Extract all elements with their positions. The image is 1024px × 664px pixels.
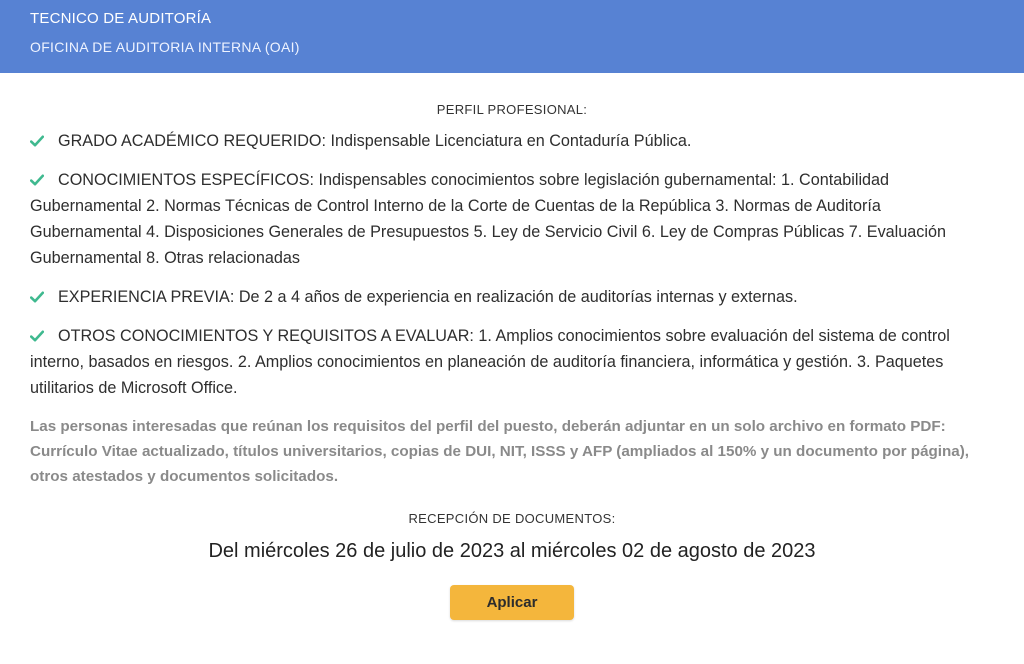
application-notice: Las personas interesadas que reúnan los requisitos del perfil del puesto, deberán adjuntar en un solo archivo en formato PDF: Currículo Vitae actualizado, títulos universitarios, copias de DUI, NIT, ISSS y AFP (ampliados al 150% y un documento por página), otros atestados y documentos solicitados. [30,418,970,485]
requirement-other [30,323,994,401]
job-details [30,100,994,620]
requirement-academic [30,128,994,154]
requirement-experience [30,284,994,310]
page-header [0,0,1024,73]
requirement-text: EXPERIENCIA PREVIA: De 2 a 4 años de experiencia en realización de auditorías internas y externas. [58,288,798,306]
requirement-text: GRADO ACADÉMICO REQUERIDO: Indispensable Licenciatura en Contaduría Pública. [58,132,692,150]
apply-button[interactable]: Aplicar [450,585,574,620]
job-title: TECNICO DE AUDITORÍA [30,10,212,27]
check-icon [30,174,44,186]
apply-container [30,585,994,620]
check-icon [30,135,44,147]
requirement-text: CONOCIMIENTOS ESPECÍFICOS: Indispensables conocimientos sobre legislación gubernamental: 1. Contabilidad Gubernamental 2. Normas Técnicas de Control Interno de la Corte de Cuentas de la República 3. Normas de Auditoría Gubernamental 4. Disposiciones Generales de Presupuestos 5. Ley de Servicio Civil 6. Ley de Compras Públicas 7. Evaluación Gubernamental 8. Otras relacionadas [30,171,946,267]
check-icon [30,330,44,342]
requirements-list [30,128,994,401]
check-icon [30,291,44,303]
reception-label: RECEPCIÓN DE DOCUMENTOS: [408,511,616,526]
reception-date-range: Del miércoles 26 de julio de 2023 al miércoles 02 de agosto de 2023 [208,540,816,562]
requirement-text: OTROS CONOCIMIENTOS Y REQUISITOS A EVALUAR: 1. Amplios conocimientos sobre evaluación del sistema de control interno, basados en riesgos. 2. Amplios conocimientos en planeación de auditoría financiera, informática y gestión. 3. Paquetes utilitarios de Microsoft Office. [30,327,950,397]
requirement-knowledge [30,167,994,271]
profile-section-label: PERFIL PROFESIONAL: [436,102,588,117]
department-name: OFICINA DE AUDITORIA INTERNA (OAI) [30,39,300,55]
